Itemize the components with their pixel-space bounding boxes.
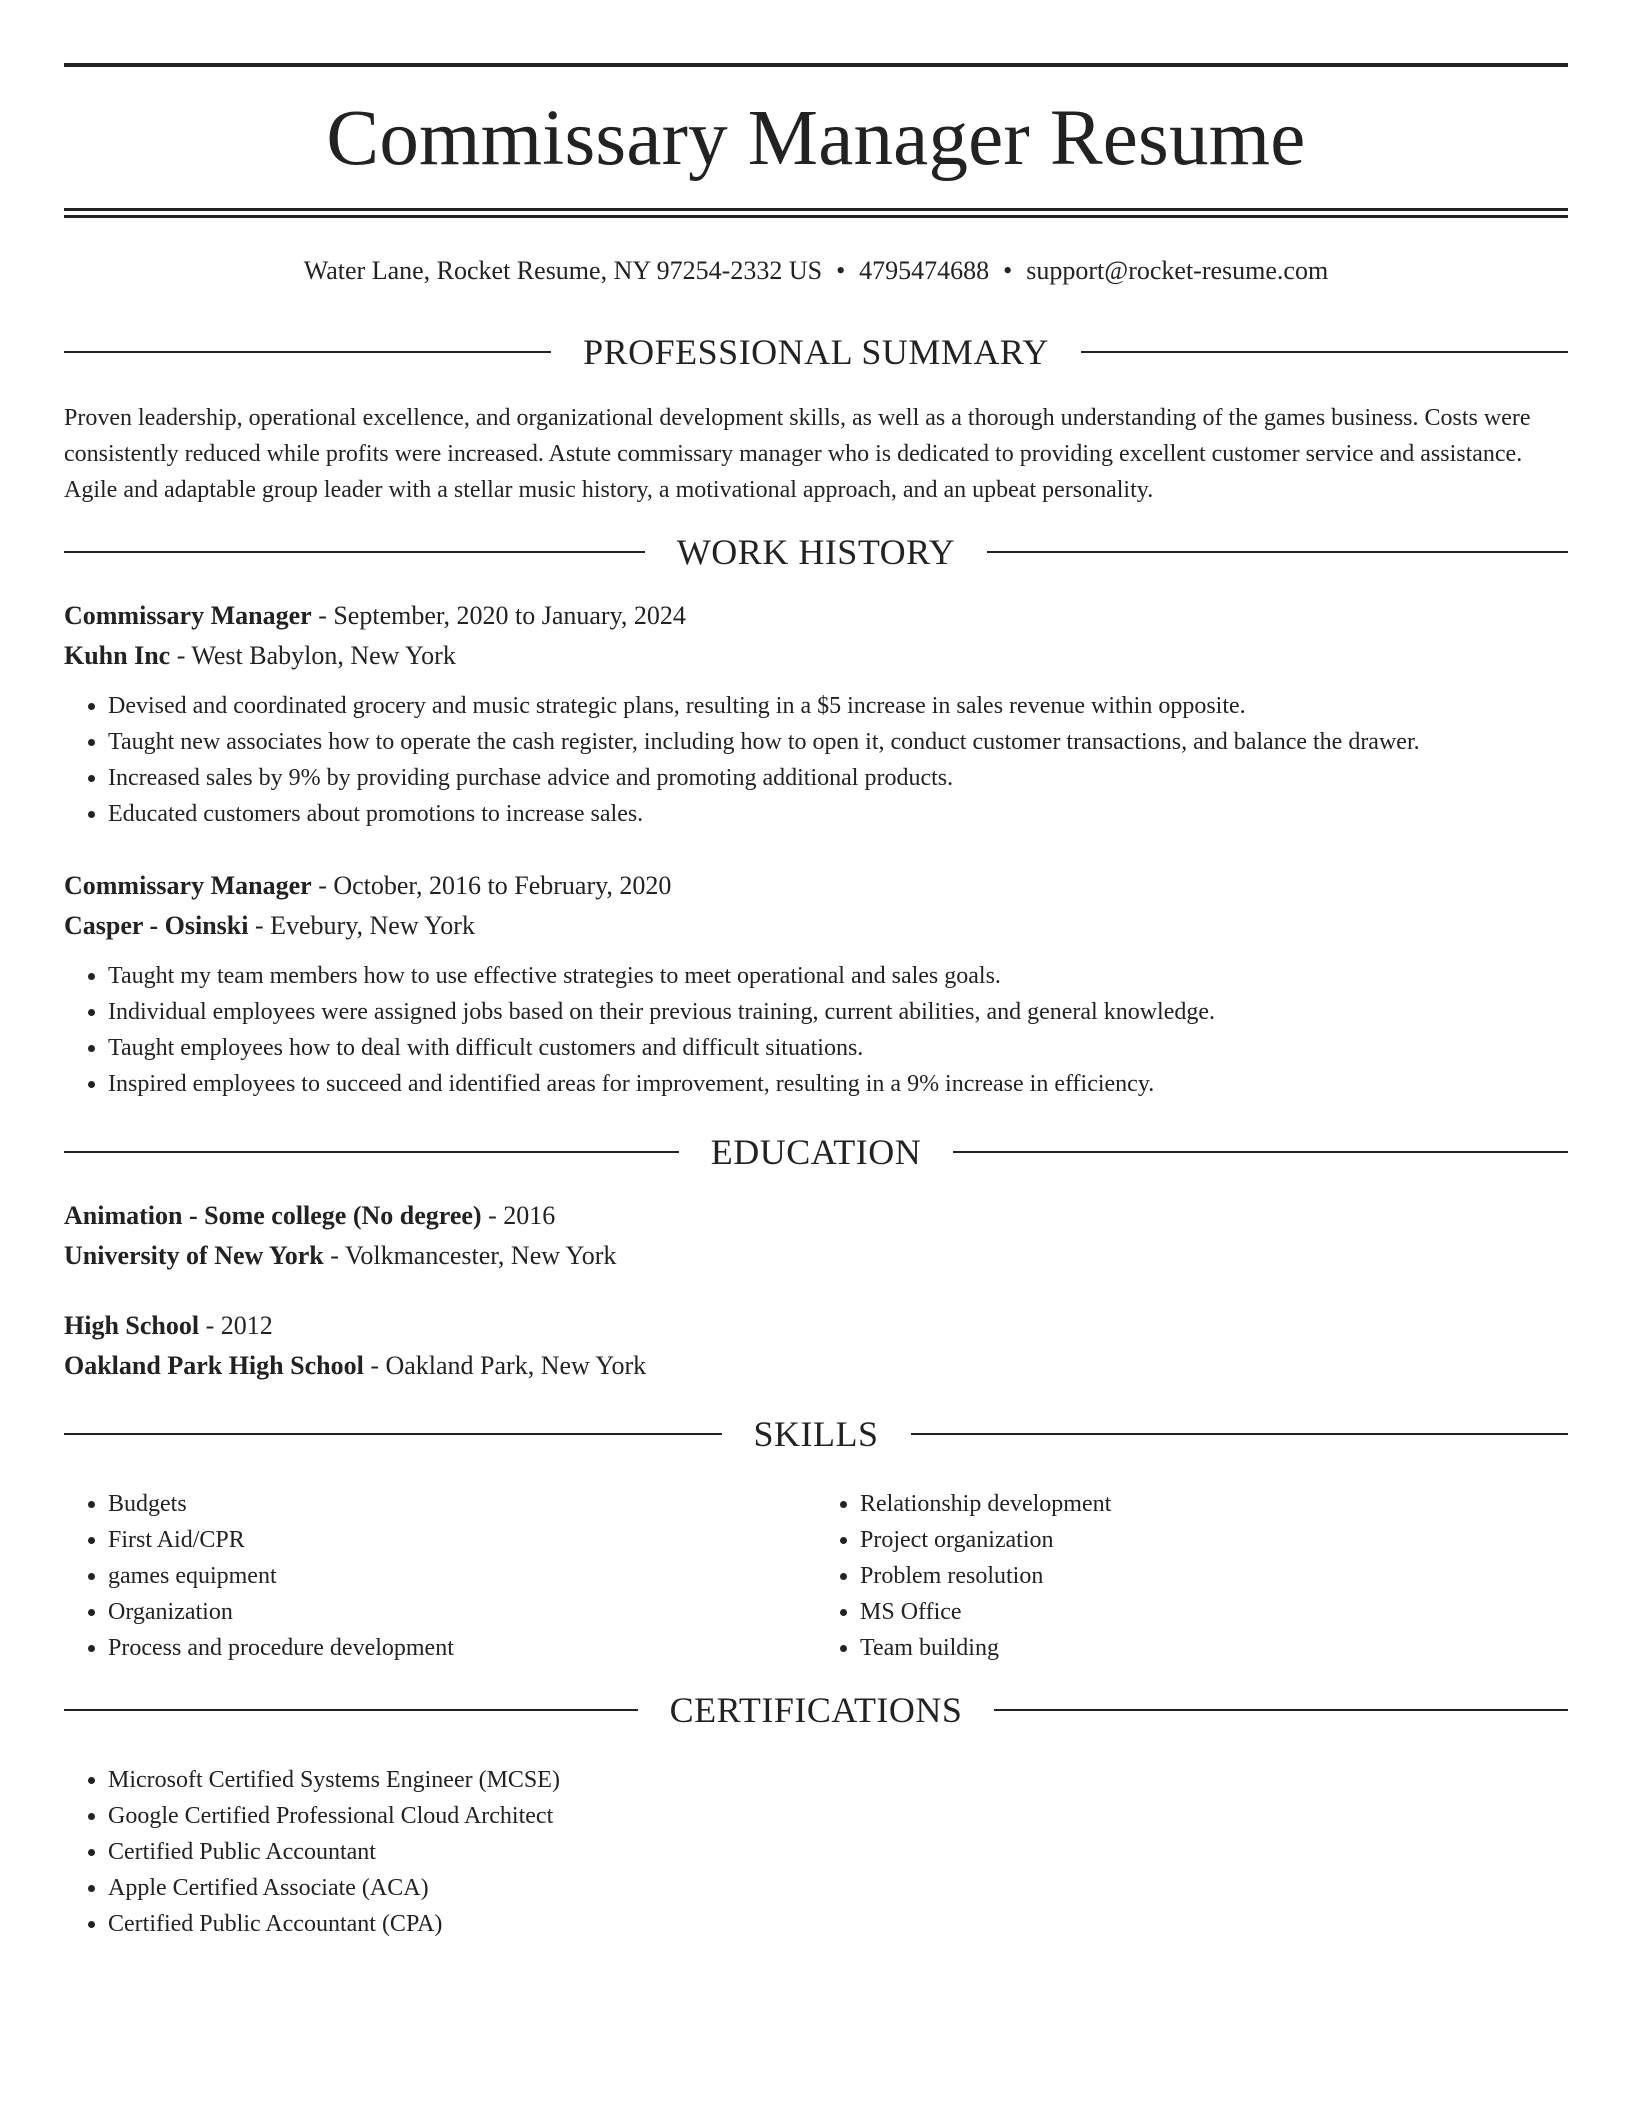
education-location: - Oakland Park, New York <box>363 1351 647 1380</box>
education-year: - 2012 <box>199 1311 273 1340</box>
list-item: • Certified Public Accountant <box>108 1834 1568 1870</box>
education-school: Oakland Park High School <box>64 1351 364 1380</box>
contact-phone: 4795474688 <box>859 256 990 285</box>
job-bullets <box>64 688 1568 832</box>
list-item: • Relationship development <box>860 1486 1568 1522</box>
list-item: • Inspired employees to succeed and identified areas for improvement, resulting in a 9% increase in efficiency. <box>108 1066 1568 1102</box>
section-rule <box>64 351 551 353</box>
job-title: Commissary Manager <box>64 871 312 900</box>
education-school-line <box>64 1236 1568 1276</box>
section-rule <box>953 1151 1568 1153</box>
section-rule <box>987 551 1568 553</box>
education-degree-line <box>64 1196 1568 1236</box>
job-dates: - September, 2020 to January, 2024 <box>311 601 686 630</box>
section-header-education <box>64 1130 1568 1174</box>
job-title: Commissary Manager <box>64 601 312 630</box>
contact-separator: • <box>1003 256 1013 285</box>
list-item: • Budgets <box>108 1486 816 1522</box>
education-entry <box>64 1196 1568 1276</box>
skills-column-left <box>64 1486 816 1666</box>
contact-address: Water Lane, Rocket Resume, NY 97254-2332 US <box>303 256 823 285</box>
list-item: • Individual employees were assigned jobs based on their previous training, current abilities, and general knowledge. <box>108 994 1568 1030</box>
list-item: • Taught employees how to deal with difficult customers and difficult situations. <box>108 1030 1568 1066</box>
section-title: SKILLS <box>753 1414 879 1454</box>
job-company: Kuhn Inc <box>64 641 171 670</box>
list-item: • Microsoft Certified Systems Engineer (MCSE) <box>108 1762 1568 1798</box>
resume-title: Commissary Manager Resume <box>326 95 1306 182</box>
list-item: • games equipment <box>108 1558 816 1594</box>
section-header-skills <box>64 1412 1568 1456</box>
job-company: Casper - Osinski <box>64 911 249 940</box>
job-bullets <box>64 958 1568 1102</box>
section-header-summary <box>64 330 1568 374</box>
section-rule <box>911 1433 1569 1435</box>
list-item: • Problem resolution <box>860 1558 1568 1594</box>
job-dates: - October, 2016 to February, 2020 <box>311 871 672 900</box>
section-title: EDUCATION <box>710 1132 922 1172</box>
list-item: • Organization <box>108 1594 816 1630</box>
certifications-items <box>64 1762 1568 1942</box>
education-degree: High School <box>64 1311 200 1340</box>
skills-column-right <box>816 1486 1568 1666</box>
summary-text: Proven leadership, operational excellence, and organizational development skills, as well as a thorough understanding of the games business. Costs were consistently reduced while profits were increased. Astute commissary manager who is dedicated to providing excellent customer service and assistance. Agile and adaptable group leader with a stellar music history, a motivational approach, and an upbeat personality. <box>64 405 1531 503</box>
section-header-work <box>64 530 1568 574</box>
list-item: • Process and procedure development <box>108 1630 816 1666</box>
education-location: - Volkmancester, New York <box>323 1241 617 1270</box>
job-location: - West Babylon, New York <box>170 641 456 670</box>
section-title: CERTIFICATIONS <box>669 1690 963 1730</box>
contact-separator: • <box>836 256 846 285</box>
education-school-line <box>64 1346 1568 1386</box>
section-title: PROFESSIONAL SUMMARY <box>583 332 1049 372</box>
section-rule <box>1081 351 1568 353</box>
list-item: • Project organization <box>860 1522 1568 1558</box>
list-item: • Increased sales by 9% by providing purchase advice and promoting additional products. <box>108 760 1568 796</box>
list-item: • Certified Public Accountant (CPA) <box>108 1906 1568 1942</box>
section-header-certifications <box>64 1688 1568 1732</box>
job-location: - Evebury, New York <box>248 911 475 940</box>
list-item: • Taught my team members how to use effective strategies to meet operational and sales goals. <box>108 958 1568 994</box>
top-rule <box>64 63 1568 67</box>
education-year: - 2016 <box>481 1201 556 1230</box>
title-double-rule <box>64 208 1568 218</box>
section-rule <box>64 551 645 553</box>
section-rule <box>994 1709 1568 1711</box>
education-degree: Animation - Some college (No degree) <box>64 1201 482 1230</box>
list-item: • Google Certified Professional Cloud Architect <box>108 1798 1568 1834</box>
job-entry <box>64 596 1568 832</box>
section-rule <box>64 1709 638 1711</box>
contact-line <box>64 254 1568 288</box>
contact-email: support@rocket-resume.com <box>1026 256 1329 285</box>
education-entry <box>64 1306 1568 1386</box>
job-company-line <box>64 906 1568 946</box>
skills-list <box>64 1486 1568 1666</box>
list-item: • Educated customers about promotions to increase sales. <box>108 796 1568 832</box>
list-item: • Taught new associates how to operate the cash register, including how to open it, conduct customer transactions, and balance the drawer. <box>108 724 1568 760</box>
list-item: • Team building <box>860 1630 1568 1666</box>
job-company-line <box>64 636 1568 676</box>
section-title: WORK HISTORY <box>676 532 956 572</box>
list-item: • Devised and coordinated grocery and music strategic plans, resulting in a $5 increase in sales revenue within opposite. <box>108 688 1568 724</box>
job-title-line <box>64 866 1568 906</box>
list-item: • First Aid/CPR <box>108 1522 816 1558</box>
section-rule <box>64 1151 679 1153</box>
certifications-list <box>64 1762 1568 1942</box>
education-degree-line <box>64 1306 1568 1346</box>
list-item: • MS Office <box>860 1594 1568 1630</box>
job-entry <box>64 866 1568 1102</box>
education-school: University of New York <box>64 1241 324 1270</box>
list-item: • Apple Certified Associate (ACA) <box>108 1870 1568 1906</box>
job-title-line <box>64 596 1568 636</box>
section-rule <box>64 1433 722 1435</box>
